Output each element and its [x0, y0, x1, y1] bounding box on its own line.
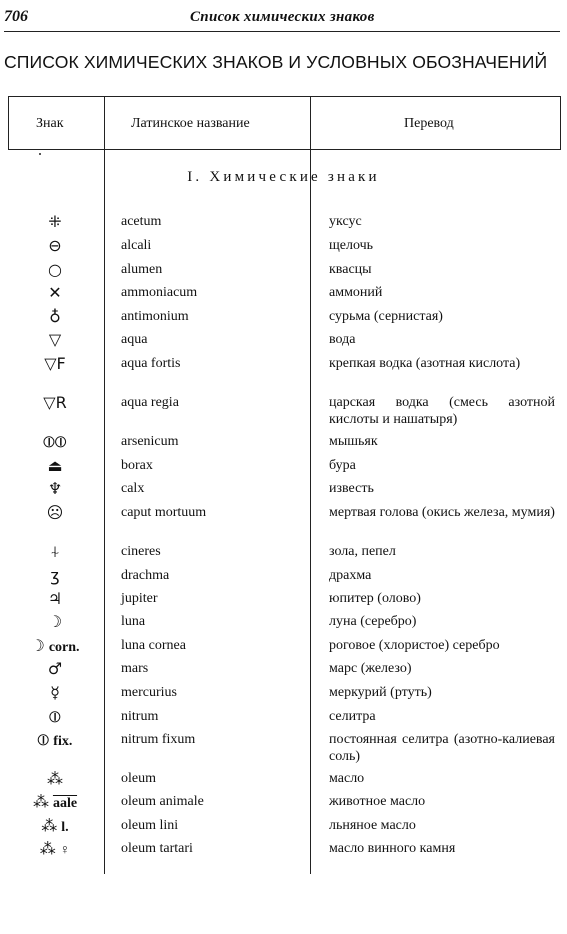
- latin-name: luna: [121, 614, 146, 629]
- translation: известь: [329, 481, 374, 496]
- symbol-suffix: ♀: [59, 843, 71, 858]
- symbol-suffix: l.: [61, 820, 69, 835]
- aqua-fortis-icon: ▽F: [44, 354, 66, 373]
- borax-icon: ⏏: [47, 456, 63, 475]
- vinegar-cross-icon: ⁜: [48, 212, 62, 231]
- symbol-suffix: fix.: [53, 734, 73, 749]
- symbol-cell: [22, 567, 88, 585]
- latin-name: borax: [121, 458, 153, 473]
- translation: крепкая водка (азотная кислота): [329, 356, 521, 371]
- water-triangle-icon: ▽: [48, 330, 62, 349]
- symbol-cell: [22, 480, 88, 498]
- latin-name: aqua fortis: [121, 356, 181, 371]
- caput-mortuum-icon: ☹: [46, 503, 64, 522]
- column-rule-2: [310, 96, 311, 874]
- symbol-cell: [22, 237, 88, 255]
- translation: щелочь: [329, 238, 374, 253]
- column-rule-1: [104, 96, 105, 874]
- symbol-cell: [22, 284, 88, 302]
- symbol-cell: [22, 731, 88, 751]
- lime-icon: ♆: [47, 479, 63, 498]
- ammonia-cross-icon: ✕: [48, 283, 62, 302]
- latin-name: arsenicum: [121, 434, 179, 449]
- translation: вода: [329, 332, 356, 347]
- running-title: Список химических знаков: [190, 9, 375, 25]
- drachm-icon: ʒ: [50, 566, 60, 585]
- latin-name: antimonium: [121, 309, 189, 324]
- nitre-icon: ⦶: [49, 707, 61, 726]
- header-rule: [4, 31, 560, 32]
- running-header: [4, 6, 562, 32]
- latin-name: acetum: [121, 214, 162, 229]
- latin-name: oleum lini: [121, 818, 179, 833]
- mars-icon: ♂: [47, 659, 63, 678]
- page-title: СПИСОК ХИМИЧЕСКИХ ЗНАКОВ И УСЛОВНЫХ ОБОЗНАЧЕНИЙ: [4, 52, 548, 72]
- symbol-cell: [22, 637, 88, 657]
- nitre-fixed-icon: ⦶: [37, 730, 50, 749]
- symbol-cell: [22, 331, 88, 349]
- symbol-cell: [22, 613, 88, 631]
- symbol-cell: [22, 261, 88, 279]
- tartar-oil-icon: ⁂: [39, 839, 56, 858]
- latin-name: oleum animale: [121, 794, 204, 809]
- alum-circle-icon: ○: [48, 260, 62, 279]
- translation: сурьма (сернистая): [329, 309, 443, 324]
- translation: меркурий (ртуть): [329, 685, 432, 700]
- translation: уксус: [329, 214, 362, 229]
- translation: мертвая голова (окись железа, мумия): [329, 505, 555, 520]
- latin-name: aqua regia: [121, 395, 179, 410]
- symbol-cell: [22, 433, 88, 451]
- translation: марс (железо): [329, 661, 412, 676]
- latin-name: nitrum fixum: [121, 732, 196, 747]
- translation: роговое (хлористое) серебро: [329, 638, 500, 653]
- translation: бура: [329, 458, 356, 473]
- latin-name: drachma: [121, 568, 170, 583]
- symbol-cell: [22, 355, 88, 373]
- latin-name: aqua: [121, 332, 148, 347]
- table-top-rule: [8, 96, 560, 97]
- symbol-cell: [22, 817, 88, 837]
- translation: животное масло: [329, 794, 426, 809]
- symbol-cell: [22, 770, 88, 788]
- translation: масло: [329, 771, 365, 786]
- symbol-cell: [22, 308, 88, 326]
- symbol-cell: [22, 793, 88, 813]
- symbol-cell: [22, 543, 88, 561]
- ashes-icon: ⍭: [50, 542, 60, 561]
- latin-name: calx: [121, 481, 145, 496]
- oil-icon: ⁂: [47, 769, 63, 788]
- translation: аммоний: [329, 285, 383, 300]
- aqua-regia-icon: ▽R: [43, 393, 67, 412]
- translation: масло винного камня: [329, 841, 456, 856]
- translation: квасцы: [329, 262, 372, 277]
- moon-horn-icon: ☽: [30, 636, 45, 655]
- translation: луна (серебро): [329, 614, 417, 629]
- alkali-circle-icon: ⊖: [48, 236, 62, 255]
- translation: постоянная селитра (азотно-калиевая соль): [329, 732, 555, 764]
- symbol-cell: [22, 590, 88, 608]
- symbol-suffix: corn.: [48, 640, 80, 655]
- latin-name: nitrum: [121, 709, 159, 724]
- latin-name: jupiter: [121, 591, 158, 606]
- column-header-latin: Латинское название: [131, 116, 250, 131]
- table-right-rule: [560, 96, 561, 150]
- symbol-cell: [22, 660, 88, 678]
- page-number: 706: [4, 8, 28, 25]
- translation: царская водка (смесь азотной кислоты и нашатыря): [329, 395, 555, 427]
- section-title: I. Химические знаки: [187, 169, 380, 185]
- latin-name: mars: [121, 661, 149, 676]
- latin-name: mercurius: [121, 685, 177, 700]
- symbol-cell: [22, 684, 88, 702]
- symbol-cell: [22, 708, 88, 726]
- latin-name: cineres: [121, 544, 161, 559]
- latin-name: ammoniacum: [121, 285, 198, 300]
- jupiter-icon: ♃: [47, 589, 63, 608]
- mercury-icon: ☿: [50, 683, 60, 702]
- latin-name: alcali: [121, 238, 152, 253]
- symbol-cell: [22, 840, 88, 860]
- symbol-suffix: aale: [52, 796, 78, 811]
- symbol-cell: [22, 213, 88, 231]
- table-left-rule: [8, 96, 9, 150]
- translation: мышьяк: [329, 434, 378, 449]
- symbol-cell: [22, 504, 88, 522]
- arsenic-icon: ⦶⦶: [43, 432, 67, 451]
- latin-name: oleum tartari: [121, 841, 193, 856]
- symbol-cell: [22, 457, 88, 475]
- column-header-sign: Знак: [36, 116, 64, 131]
- translation: юпитер (олово): [329, 591, 421, 606]
- linseed-oil-icon: ⁂: [41, 816, 58, 835]
- table-head-rule: [8, 149, 560, 150]
- translation: селитра: [329, 709, 376, 724]
- translation: драхма: [329, 568, 372, 583]
- translation: льняное масло: [329, 818, 416, 833]
- column-header-translation: Перевод: [404, 116, 454, 131]
- latin-name: luna cornea: [121, 638, 186, 653]
- symbol-cell: [22, 394, 88, 412]
- antimony-icon: ♁: [49, 307, 61, 326]
- moon-icon: ☽: [47, 612, 63, 631]
- latin-name: alumen: [121, 262, 163, 277]
- print-dot: [39, 153, 41, 155]
- animal-oil-icon: ⁂: [32, 792, 49, 811]
- translation: зола, пепел: [329, 544, 396, 559]
- latin-name: oleum: [121, 771, 156, 786]
- latin-name: caput mortuum: [121, 505, 207, 520]
